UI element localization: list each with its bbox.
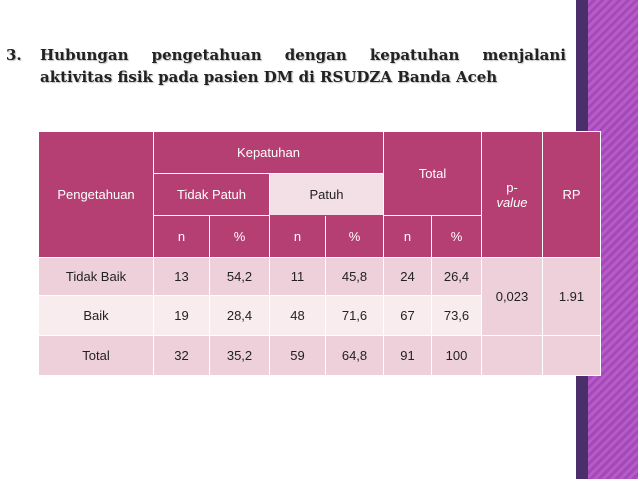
cell-value: 35,2: [210, 336, 270, 376]
cell-value: 32: [154, 336, 210, 376]
cell-value: 48: [270, 296, 326, 336]
cell-value: 67: [384, 296, 432, 336]
cell-value: 59: [270, 336, 326, 376]
header-kepatuhan: Kepatuhan: [154, 132, 384, 174]
header-n: n: [384, 216, 432, 258]
cell-value: 91: [384, 336, 432, 376]
p-value-prefix: p-: [506, 179, 518, 195]
header-percent: %: [432, 216, 482, 258]
heading-line-1: Hubungan pengetahuan dengan kepatuhan menjalani: [40, 46, 566, 64]
p-value-suffix: value: [496, 194, 528, 210]
cell-value: 24: [384, 258, 432, 296]
cell-value: 26,4: [432, 258, 482, 296]
cell-value: 54,2: [210, 258, 270, 296]
row-label: Baik: [39, 296, 154, 336]
header-rp: RP: [543, 132, 601, 258]
header-percent: %: [326, 216, 384, 258]
row-label: Tidak Baik: [39, 258, 154, 296]
cell-value: 73,6: [432, 296, 482, 336]
header-patuh: Patuh: [270, 174, 384, 216]
table-row: [39, 336, 601, 376]
header-n: n: [154, 216, 210, 258]
empty-cell: [543, 336, 601, 376]
header-n: n: [270, 216, 326, 258]
cell-value: 11: [270, 258, 326, 296]
header-tidak-patuh: Tidak Patuh: [154, 174, 270, 216]
cell-value: 28,4: [210, 296, 270, 336]
header-pengetahuan: Pengetahuan: [39, 132, 154, 258]
cell-value: 19: [154, 296, 210, 336]
row-label: Total: [39, 336, 154, 376]
table-row: [39, 258, 601, 296]
cell-value: 71,6: [326, 296, 384, 336]
p-value-cell: 0,023: [482, 258, 543, 336]
empty-cell: [482, 336, 543, 376]
data-table: [38, 131, 601, 376]
cell-value: 64,8: [326, 336, 384, 376]
cell-value: 13: [154, 258, 210, 296]
heading-number: 3.: [6, 46, 22, 64]
cell-value: 45,8: [326, 258, 384, 296]
header-percent: %: [210, 216, 270, 258]
heading-line-2: aktivitas fisik pada pasien DM di RSUDZA Banda Aceh: [40, 68, 498, 86]
header-p-value: [482, 132, 543, 258]
rp-value-cell: 1.91: [543, 258, 601, 336]
header-total: Total: [384, 132, 482, 216]
cell-value: 100: [432, 336, 482, 376]
